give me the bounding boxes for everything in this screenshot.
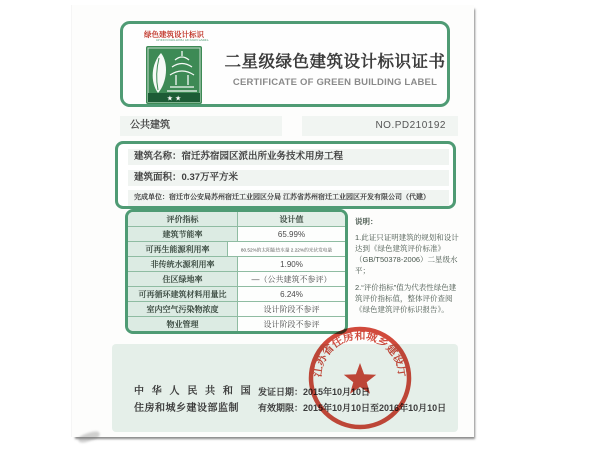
note-item-2: 2.“评价指标”值为代表性绿色建筑评价指标值，整体评价查阅《绿色建筑评价标识报告》。: [355, 283, 457, 315]
note-item-1: 1.此证只证明建筑的规划和设计达到《绿色建筑评价标准》（GB/T50378-2006）二星级水平；: [355, 232, 459, 275]
valid-period: 有效期限：2015年10月10日至2016年10月10日: [258, 402, 447, 413]
certificate-title-cn: 二星级绿色建筑设计标识证书: [224, 53, 446, 71]
table-header-row: [128, 212, 345, 226]
stamp-text: 江苏省住房和城乡建设厅: [311, 330, 409, 378]
certificate-paper: [72, 5, 474, 437]
title-block: [221, 48, 449, 88]
scan-smudge: [77, 430, 100, 444]
building-type-label: 公共建筑: [120, 116, 282, 136]
table-row: [128, 256, 345, 271]
header-design-value: 设计值: [238, 212, 345, 226]
table-row: [128, 286, 345, 301]
row-value: [228, 242, 345, 256]
issuer-ministry: 住房和城乡建设部监制: [134, 402, 239, 414]
row-label: 物业管理: [128, 317, 238, 331]
green-building-logo: [141, 29, 207, 109]
certificate-header: [120, 21, 450, 107]
completion-unit-value: 宿迁市公安局苏州宿迁工业园区分局 江苏省苏州宿迁工业园区开发有限公司（代建）: [169, 194, 430, 201]
row-value: 1.90%: [238, 257, 345, 271]
notes-title: 说明：: [355, 217, 378, 226]
issue-date: 发证日期：2015年10月10日: [258, 387, 371, 397]
building-area-value: 0.37万平方米: [181, 172, 239, 183]
building-name-label: 建筑名称：: [134, 151, 182, 162]
building-info-box: [115, 141, 456, 209]
building-name-value: 宿迁苏宿园区派出所业务技术用房工程: [181, 151, 344, 162]
table-row: [128, 271, 345, 286]
logo-label-cn: 绿色建筑设计标识: [144, 30, 204, 39]
header-index: 评价指标: [128, 212, 238, 226]
evaluation-table: [125, 209, 348, 334]
table-row: [128, 226, 345, 241]
logo-label-en: GREEN BUILDING DESIGN LABEL: [155, 39, 209, 43]
certificate-title-en: CERTIFICATE OF GREEN BUILDING LABEL: [232, 77, 438, 88]
stamp-star-icon: [344, 363, 376, 394]
logo-stars: ★ ★: [166, 95, 182, 103]
row-value: 设计阶段不参评: [238, 317, 345, 331]
row-label: 住区绿地率: [128, 272, 238, 286]
row-label: 室内空气污染物浓度: [128, 302, 238, 316]
official-red-stamp: [304, 322, 416, 434]
building-name-row: [128, 149, 449, 165]
issuer-block: [134, 384, 253, 417]
row-value: 65.99%: [238, 227, 345, 241]
footer-panel: [112, 330, 458, 432]
completion-unit-row: [128, 190, 449, 206]
row-label: 非传统水源利用率: [128, 257, 238, 271]
row-value: —（公共建筑不参评）: [238, 272, 345, 286]
table-row: [128, 301, 345, 316]
completion-unit-label: 完成单位：: [134, 194, 169, 201]
building-area-row: [128, 170, 449, 186]
row-label: 可再循环建筑材料用量比: [128, 287, 238, 301]
row-value-text: 80.52%的太阳能热水量 2.22%的光伏发电量: [240, 247, 333, 253]
row-label: 可再生能源利用率: [128, 242, 228, 256]
leaf-temple-icon: [141, 46, 207, 109]
building-area-label: 建筑面积：: [134, 172, 182, 183]
issuer-country: 中 华 人 民 共 和 国: [134, 386, 254, 397]
table-row: [128, 241, 345, 256]
notes-section: [355, 217, 459, 323]
row-value: 设计阶段不参评: [238, 302, 345, 316]
certificate-number: NO.PD210192: [302, 116, 458, 136]
row-label: 建筑节能率: [128, 227, 238, 241]
row-value: 6.24%: [238, 287, 345, 301]
